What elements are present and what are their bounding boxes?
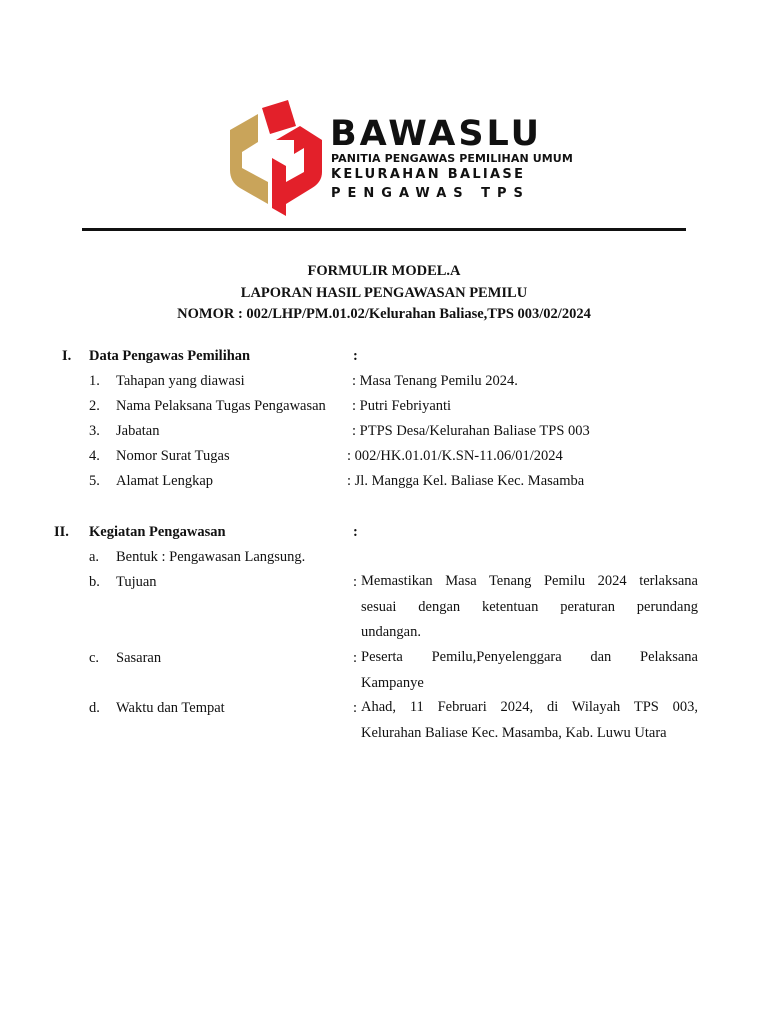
section-heading: Kegiatan Pengawasan <box>89 524 226 540</box>
report-number: NOMOR : 002/LHP/PM.01.02/Kelurahan Baliase,TPS 003/02/2024 <box>177 306 591 322</box>
item-number: 5. <box>89 473 100 489</box>
item-label: Alamat Lengkap <box>116 473 214 489</box>
org-pengawas: PENGAWAS TPS <box>331 186 530 201</box>
item-value: : Putri Febriyanti <box>352 398 452 414</box>
item-letter: d. <box>89 700 100 716</box>
item-number: 3. <box>89 423 100 439</box>
item-number: 2. <box>89 398 100 414</box>
header-divider <box>82 228 686 231</box>
org-subtitle: PANITIA PENGAWAS PEMILIHAN UMUM <box>331 152 573 165</box>
form-title: FORMULIR MODEL.A <box>307 263 461 279</box>
item-description <box>361 645 698 696</box>
item-letter: a. <box>89 549 100 565</box>
item-value: : Jl. Mangga Kel. Baliase Kec. Masamba <box>347 473 585 489</box>
item-label: Waktu dan Tempat <box>116 700 225 716</box>
report-title: LAPORAN HASIL PENGAWASAN PEMILU <box>240 285 528 301</box>
section-heading: Data Pengawas Pemilihan <box>89 348 251 364</box>
section-colon: : <box>353 524 358 540</box>
item-value: : Masa Tenang Pemilu 2024. <box>352 373 518 389</box>
description-line: Peserta Pemilu,Penyelenggara dan Pelaksana <box>361 649 698 665</box>
description-line: Kelurahan Baliase Kec. Masamba, Kab. Luwu Utara <box>361 724 667 741</box>
item-colon: : <box>353 650 358 666</box>
item-label: Tahapan yang diawasi <box>116 373 245 389</box>
item-label: Sasaran <box>116 650 162 666</box>
item-label: Bentuk : Pengawasan Langsung. <box>116 549 306 565</box>
item-label: Nomor Surat Tugas <box>116 448 230 464</box>
description-line: sesuai dengan ketentuan peraturan perundang <box>361 598 698 615</box>
item-letter: c. <box>89 650 100 666</box>
description-line: Ahad, 11 Februari 2024, di Wilayah TPS 003, <box>361 699 698 715</box>
description-line: undangan. <box>361 624 421 640</box>
item-value: : 002/HK.01.01/K.SN-11.06/01/2024 <box>347 448 563 464</box>
item-label: Tujuan <box>116 574 157 590</box>
bawaslu-logo-icon <box>228 100 324 216</box>
item-colon: : <box>353 574 358 590</box>
item-label: Jabatan <box>116 423 160 439</box>
item-label: Nama Pelaksana Tugas Pengawasan <box>116 398 326 414</box>
item-letter: b. <box>89 574 100 590</box>
item-number: 1. <box>89 373 100 389</box>
section-number: II. <box>54 524 69 540</box>
description-line: Memastikan Masa Tenang Pemilu 2024 terlaksana <box>361 573 698 589</box>
item-number: 4. <box>89 448 100 464</box>
item-colon: : <box>353 700 358 716</box>
description-line: Kampanye <box>361 674 424 691</box>
item-description <box>361 695 698 746</box>
section-colon: : <box>353 348 358 364</box>
org-name: BAWASLU <box>330 114 542 154</box>
item-value: : PTPS Desa/Kelurahan Baliase TPS 003 <box>352 423 590 439</box>
org-kelurahan: KELURAHAN BALIASE <box>331 167 526 182</box>
item-description <box>361 569 698 646</box>
section-number: I. <box>62 348 72 364</box>
